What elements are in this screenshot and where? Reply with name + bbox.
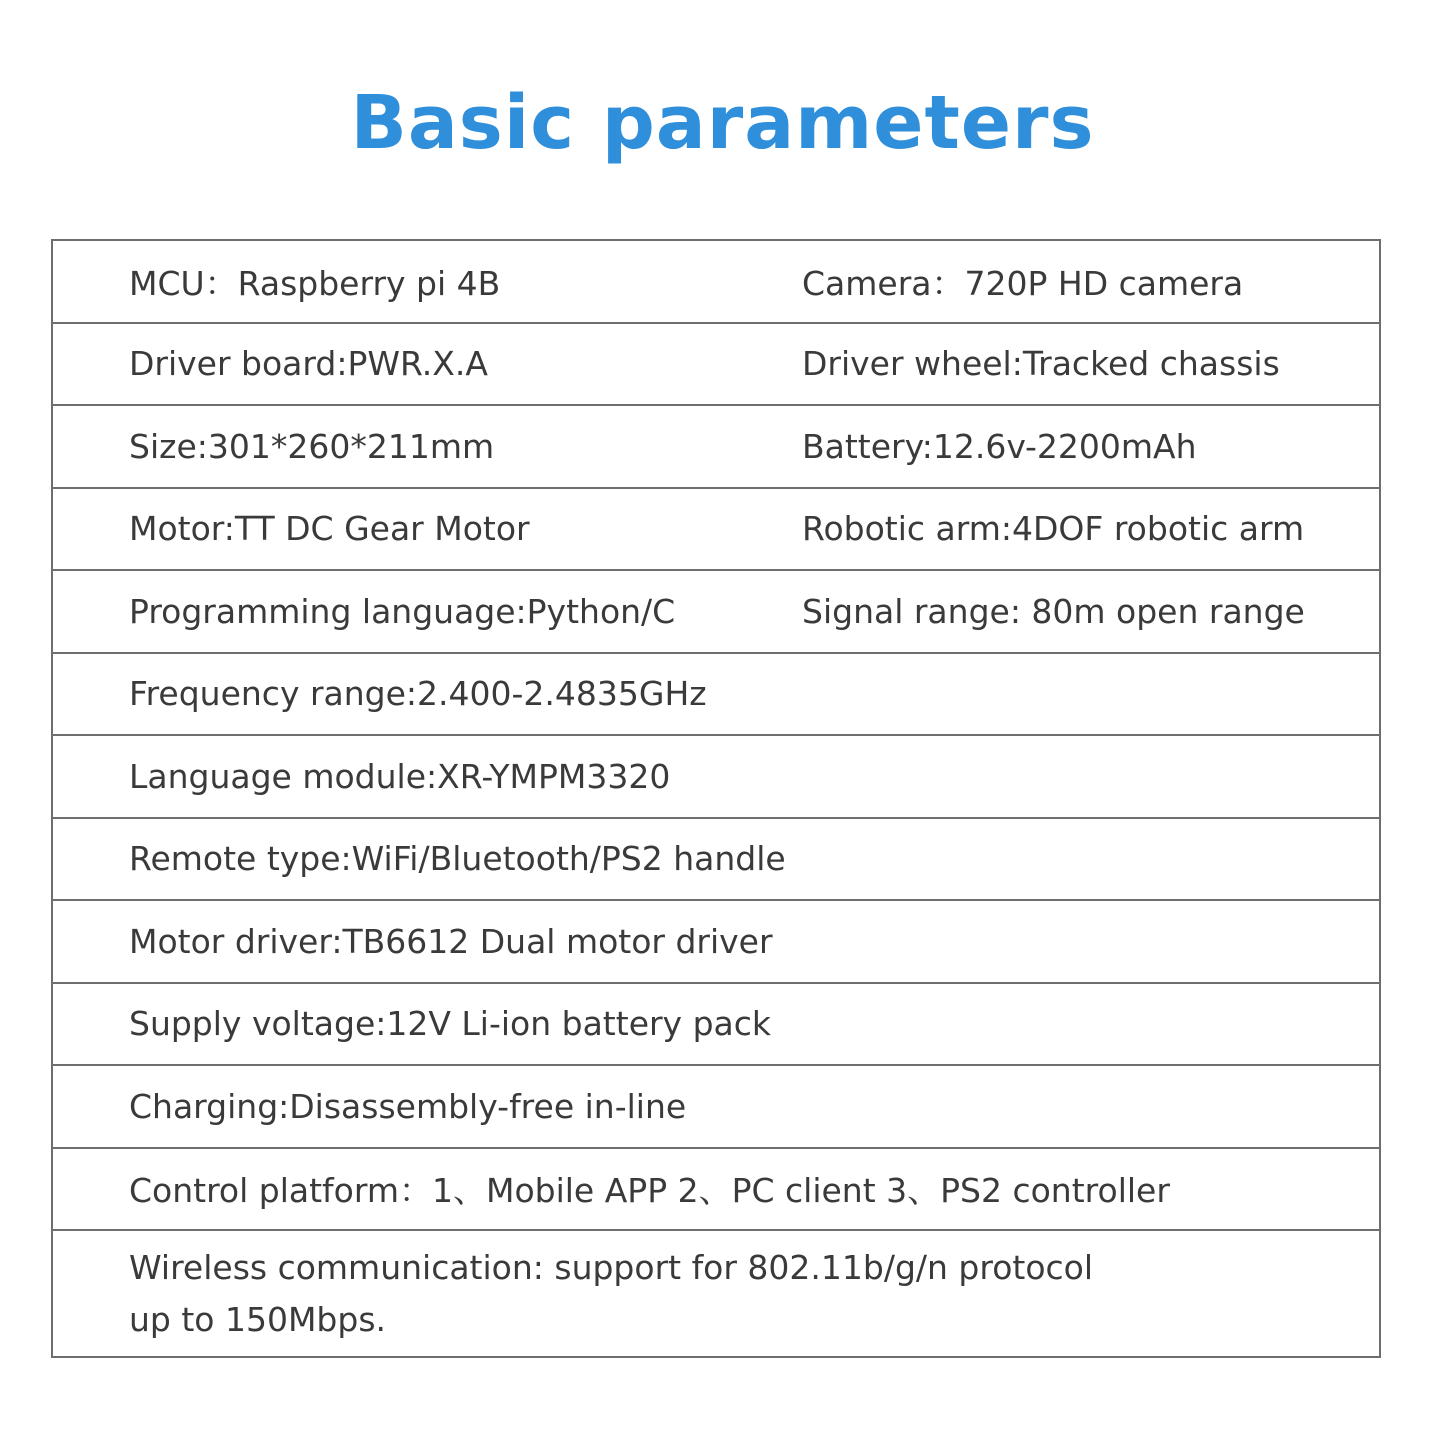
param-charging: Charging:Disassembly-free in-line bbox=[129, 1086, 687, 1126]
param-control-platform: Control platform：1、Mobile APP 2、PC client 3、PS2 controller bbox=[129, 1171, 1170, 1211]
table-row bbox=[53, 1231, 1379, 1356]
param-camera: Camera：720P HD camera bbox=[802, 263, 1244, 303]
param-battery: Battery:12.6v-2200mAh bbox=[802, 426, 1197, 466]
param-driver-wheel: Driver wheel:Tracked chassis bbox=[802, 344, 1280, 384]
table-row bbox=[53, 984, 1379, 1067]
param-supply-voltage: Supply voltage:12V Li-ion battery pack bbox=[129, 1004, 772, 1044]
param-language-module: Language module:XR-YMPM3320 bbox=[129, 756, 671, 796]
parameters-table bbox=[51, 239, 1381, 1358]
param-motor: Motor:TT DC Gear Motor bbox=[129, 509, 530, 549]
table-row bbox=[53, 241, 1379, 324]
table-row bbox=[53, 489, 1379, 572]
wireless-line-1: Wireless communication: support for 802.11b/g/n protocol bbox=[129, 1247, 1094, 1287]
param-driver-board: Driver board:PWR.X.A bbox=[129, 344, 488, 384]
param-mcu: MCU：Raspberry pi 4B bbox=[129, 263, 501, 303]
table-row bbox=[53, 571, 1379, 654]
param-motor-driver: Motor driver:TB6612 Dual motor driver bbox=[129, 921, 773, 961]
table-row bbox=[53, 1066, 1379, 1149]
param-remote-type: Remote type:WiFi/Bluetooth/PS2 handle bbox=[129, 839, 786, 879]
param-wireless-communication bbox=[129, 1231, 1329, 1356]
param-signal-range: Signal range: 80m open range bbox=[802, 591, 1305, 631]
table-row bbox=[53, 901, 1379, 984]
table-row bbox=[53, 1149, 1379, 1232]
param-programming-language: Programming language:Python/C bbox=[129, 591, 676, 631]
page-title: Basic parameters bbox=[350, 80, 1095, 166]
param-frequency-range: Frequency range:2.400-2.4835GHz bbox=[129, 674, 707, 714]
table-row bbox=[53, 324, 1379, 407]
param-robotic-arm: Robotic arm:4DOF robotic arm bbox=[802, 509, 1305, 549]
table-row bbox=[53, 654, 1379, 737]
table-row bbox=[53, 819, 1379, 902]
table-row bbox=[53, 406, 1379, 489]
wireless-line-2: up to 150Mbps. bbox=[129, 1299, 387, 1339]
table-row bbox=[53, 736, 1379, 819]
param-size: Size:301*260*211mm bbox=[129, 426, 495, 466]
